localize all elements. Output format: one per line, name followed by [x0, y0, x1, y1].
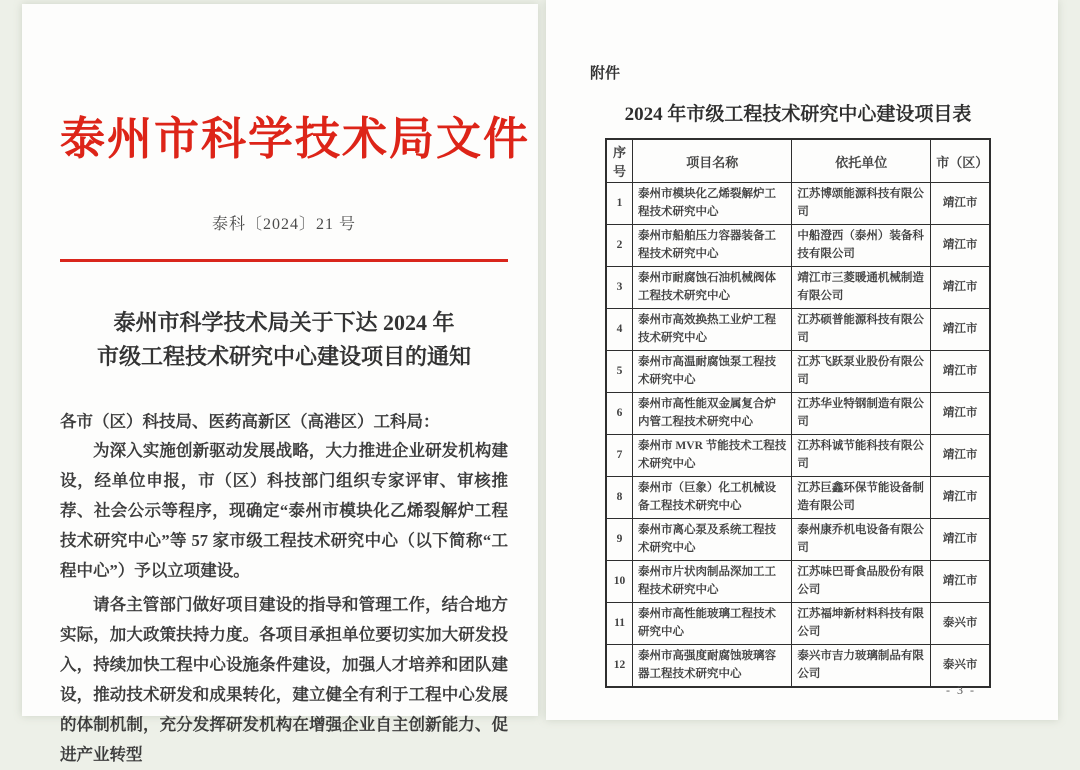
letterhead-title: 泰州市科学技术局文件 — [60, 114, 531, 164]
cell-district: 靖江市 — [931, 225, 990, 267]
cell-unit: 江苏福坤新材料科技有限公司 — [792, 603, 931, 645]
cell-seq: 3 — [606, 267, 633, 309]
red-divider-rule — [60, 259, 508, 262]
table-row — [606, 603, 990, 645]
table-row — [606, 393, 990, 435]
cell-project: 泰州市船舶压力容器装备工程技术研究中心 — [633, 225, 792, 267]
cell-project: 泰州市模块化乙烯裂解炉工程技术研究中心 — [633, 183, 792, 225]
cell-seq: 4 — [606, 309, 633, 351]
header-unit: 依托单位 — [792, 139, 931, 183]
header-seq: 序号 — [606, 139, 633, 183]
cell-district: 靖江市 — [931, 435, 990, 477]
cell-seq: 6 — [606, 393, 633, 435]
cell-project: 泰州市（巨象）化工机械设备工程技术研究中心 — [633, 477, 792, 519]
doc-title — [60, 306, 508, 374]
cell-district: 靖江市 — [931, 561, 990, 603]
table-row — [606, 477, 990, 519]
cell-unit: 江苏华业特钢制造有限公司 — [792, 393, 931, 435]
cell-district: 靖江市 — [931, 309, 990, 351]
cell-project: 泰州市高性能玻璃工程技术研究中心 — [633, 603, 792, 645]
doc-title-line-1: 泰州市科学技术局关于下达 2024 年 — [113, 310, 455, 335]
cell-district: 靖江市 — [931, 183, 990, 225]
table-row — [606, 225, 990, 267]
cell-unit: 江苏硕普能源科技有限公司 — [792, 309, 931, 351]
salutation: 各市（区）科技局、医药高新区（高港区）工科局： — [60, 412, 440, 432]
cell-project: 泰州市高效换热工业炉工程技术研究中心 — [633, 309, 792, 351]
cell-project: 泰州市高性能双金属复合炉内管工程技术研究中心 — [633, 393, 792, 435]
cell-seq: 7 — [606, 435, 633, 477]
cell-unit: 中船澄西（泰州）装备科技有限公司 — [792, 225, 931, 267]
table-row — [606, 435, 990, 477]
cell-seq: 10 — [606, 561, 633, 603]
table-row — [606, 351, 990, 393]
cell-district: 靖江市 — [931, 519, 990, 561]
projects-table-body — [606, 183, 990, 688]
cell-unit: 江苏科诚节能科技有限公司 — [792, 435, 931, 477]
cell-unit: 江苏巨鑫环保节能设备制造有限公司 — [792, 477, 931, 519]
cell-unit: 泰兴市吉力玻璃制品有限公司 — [792, 645, 931, 688]
page-left — [22, 4, 538, 765]
cell-seq: 5 — [606, 351, 633, 393]
projects-table-header — [606, 139, 990, 183]
body-paragraph-2: 请各主管部门做好项目建设的指导和管理工作，结合地方实际，加大政策扶持力度。各项目承担单位要切实加大研发投入，持续加快工程中心设施条件建设，加强人才培养和团队建设，推动技术研发和成果转化，建立健全有利于工程中心发展的体制机制，充分发挥研发机构在增强企业自主创新能力、促进产业转型 — [60, 595, 508, 765]
cell-seq: 1 — [606, 183, 633, 225]
table-row — [606, 309, 990, 351]
cell-seq: 12 — [606, 645, 633, 688]
page-left-content — [22, 4, 538, 770]
cell-unit: 江苏飞跃泵业股份有限公司 — [792, 351, 931, 393]
cell-unit: 江苏博颂能源科技有限公司 — [792, 183, 931, 225]
cell-project: 泰州市片状肉制品深加工工程技术研究中心 — [633, 561, 792, 603]
cell-district: 靖江市 — [931, 351, 990, 393]
table-title: 2024 年市级工程技术研究中心建设项目表 — [624, 104, 972, 125]
body-paragraph-1: 为深入实施创新驱动发展战略，大力推进企业研发机构建设，经单位申报，市（区）科技部门组织专家评审、审核推荐、社会公示等程序，现确定“泰州市模块化乙烯裂解炉工程技术研究中心”等 57 家市级工程技术研究中心（以下简称“工程中心”）予以立项建设。 — [60, 441, 508, 581]
table-row — [606, 267, 990, 309]
cell-unit: 泰州康乔机电设备有限公司 — [792, 519, 931, 561]
cell-seq: 2 — [606, 225, 633, 267]
header-row — [606, 139, 990, 183]
cell-unit: 靖江市三菱暖通机械制造有限公司 — [792, 267, 931, 309]
cell-district: 泰兴市 — [931, 645, 990, 688]
cell-district: 靖江市 — [931, 267, 990, 309]
cell-district: 靖江市 — [931, 477, 990, 519]
cell-project: 泰州市离心泵及系统工程技术研究中心 — [633, 519, 792, 561]
cell-project: 泰州市高温耐腐蚀泵工程技术研究中心 — [633, 351, 792, 393]
cell-seq: 9 — [606, 519, 633, 561]
cell-district: 靖江市 — [931, 393, 990, 435]
cell-project: 泰州市高强度耐腐蚀玻璃容器工程技术研究中心 — [633, 645, 792, 688]
header-district: 市（区） — [931, 139, 990, 183]
cell-seq: 8 — [606, 477, 633, 519]
doc-title-line-2: 市级工程技术研究中心建设项目的通知 — [96, 344, 471, 370]
table-row — [606, 645, 990, 688]
table-row — [606, 519, 990, 561]
cell-unit: 江苏味巴哥食品股份有限公司 — [792, 561, 931, 603]
cell-seq: 11 — [606, 603, 633, 645]
table-row — [606, 183, 990, 225]
page-right — [546, 0, 1058, 720]
doc-number: 泰科〔2024〕21 号 — [211, 216, 356, 233]
cell-project: 泰州市 MVR 节能技术工程技术研究中心 — [633, 435, 792, 477]
cell-project: 泰州市耐腐蚀石油机械阀体工程技术研究中心 — [633, 267, 792, 309]
cell-district: 泰兴市 — [931, 603, 990, 645]
header-project: 项目名称 — [633, 139, 792, 183]
page-number: - 3 - — [946, 683, 976, 697]
projects-table — [605, 138, 991, 688]
table-row — [606, 561, 990, 603]
attachment-label: 附件 — [590, 66, 621, 82]
